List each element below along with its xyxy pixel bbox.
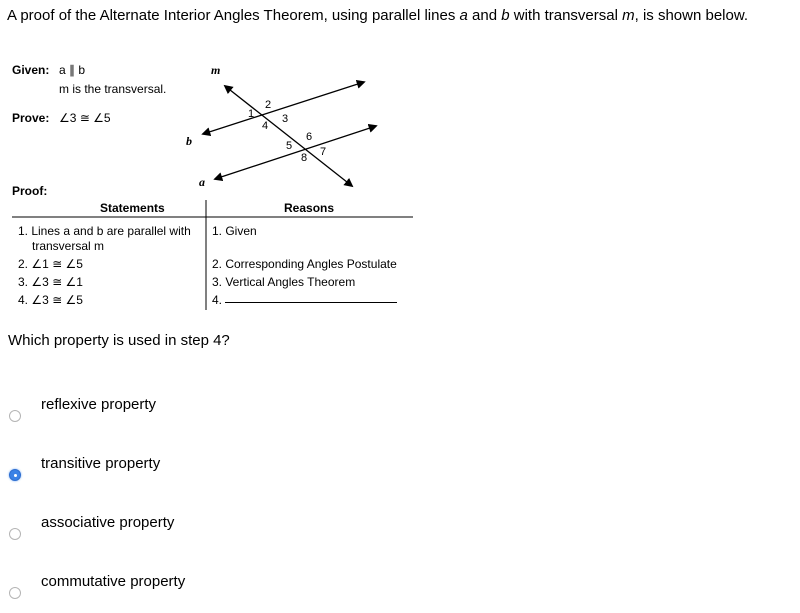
given-value: a ∥ b <box>59 63 86 77</box>
angle-label-7: 7 <box>320 146 327 158</box>
angle-label-8: 8 <box>301 152 308 164</box>
option-label[interactable]: commutative property <box>41 573 186 590</box>
angle-label-3: 3 <box>282 113 289 125</box>
radio-button[interactable] <box>9 587 21 599</box>
option-label[interactable]: transitive property <box>41 455 161 472</box>
reason-2: 2. Corresponding Angles Postulate <box>212 257 397 271</box>
option-reflexive[interactable] <box>0 396 400 436</box>
proof-label: Proof: <box>12 184 48 198</box>
statement-3: 3. ∠3 ≅ ∠1 <box>18 275 83 289</box>
prove-label: Prove: <box>12 111 50 125</box>
reason-4-blank <box>225 302 397 303</box>
prompt-text-2: and <box>467 7 502 24</box>
statement-4: 4. ∠3 ≅ ∠5 <box>18 293 83 307</box>
prompt-text-1: A proof of the Alternate Interior Angles Theorem, using parallel lines <box>7 7 460 24</box>
prompt-text-3: with transversal <box>509 7 623 24</box>
angle-label-2: 2 <box>265 99 272 111</box>
given-label: Given: <box>12 63 50 77</box>
angle-label-5: 5 <box>286 140 293 152</box>
reasons-header: Reasons <box>284 201 335 215</box>
radio-button-selected[interactable] <box>9 469 21 481</box>
statement-1-cont: transversal m <box>32 239 105 253</box>
reason-3: 3. Vertical Angles Theorem <box>212 275 356 289</box>
option-label[interactable]: associative property <box>41 514 175 531</box>
line-b-label: b <box>186 134 192 148</box>
angle-label-1: 1 <box>248 108 255 120</box>
line-m-label: m <box>211 63 221 77</box>
statements-header: Statements <box>100 201 165 215</box>
angle-label-6: 6 <box>306 131 313 143</box>
prompt-text-4: , is shown below. <box>634 7 749 24</box>
option-label[interactable]: reflexive property <box>41 396 157 413</box>
line-b <box>203 82 364 134</box>
given-line-2: m is the transversal. <box>59 82 167 96</box>
prompt-var-a: a <box>459 7 468 24</box>
prompt-var-m: m <box>622 7 635 24</box>
radio-button[interactable] <box>9 528 21 540</box>
option-commutative[interactable] <box>0 573 400 613</box>
proof-figure <box>0 55 420 315</box>
question-prompt <box>7 6 797 26</box>
line-a-label: a <box>199 175 205 189</box>
radio-button[interactable] <box>9 410 21 422</box>
prompt-var-b: b <box>501 7 510 24</box>
statement-2: 2. ∠1 ≅ ∠5 <box>18 257 83 271</box>
reason-4: 4. <box>212 293 223 307</box>
transversal-m <box>225 86 352 186</box>
option-transitive[interactable] <box>0 455 400 495</box>
prove-value: ∠3 ≅ ∠5 <box>59 111 111 125</box>
reason-1: 1. Given <box>212 224 257 238</box>
statement-1: 1. Lines a and b are parallel with <box>18 224 191 238</box>
line-a <box>215 126 376 179</box>
step-question: Which property is used in step 4? <box>8 332 230 349</box>
option-associative[interactable] <box>0 514 400 554</box>
angle-label-4: 4 <box>262 120 269 132</box>
